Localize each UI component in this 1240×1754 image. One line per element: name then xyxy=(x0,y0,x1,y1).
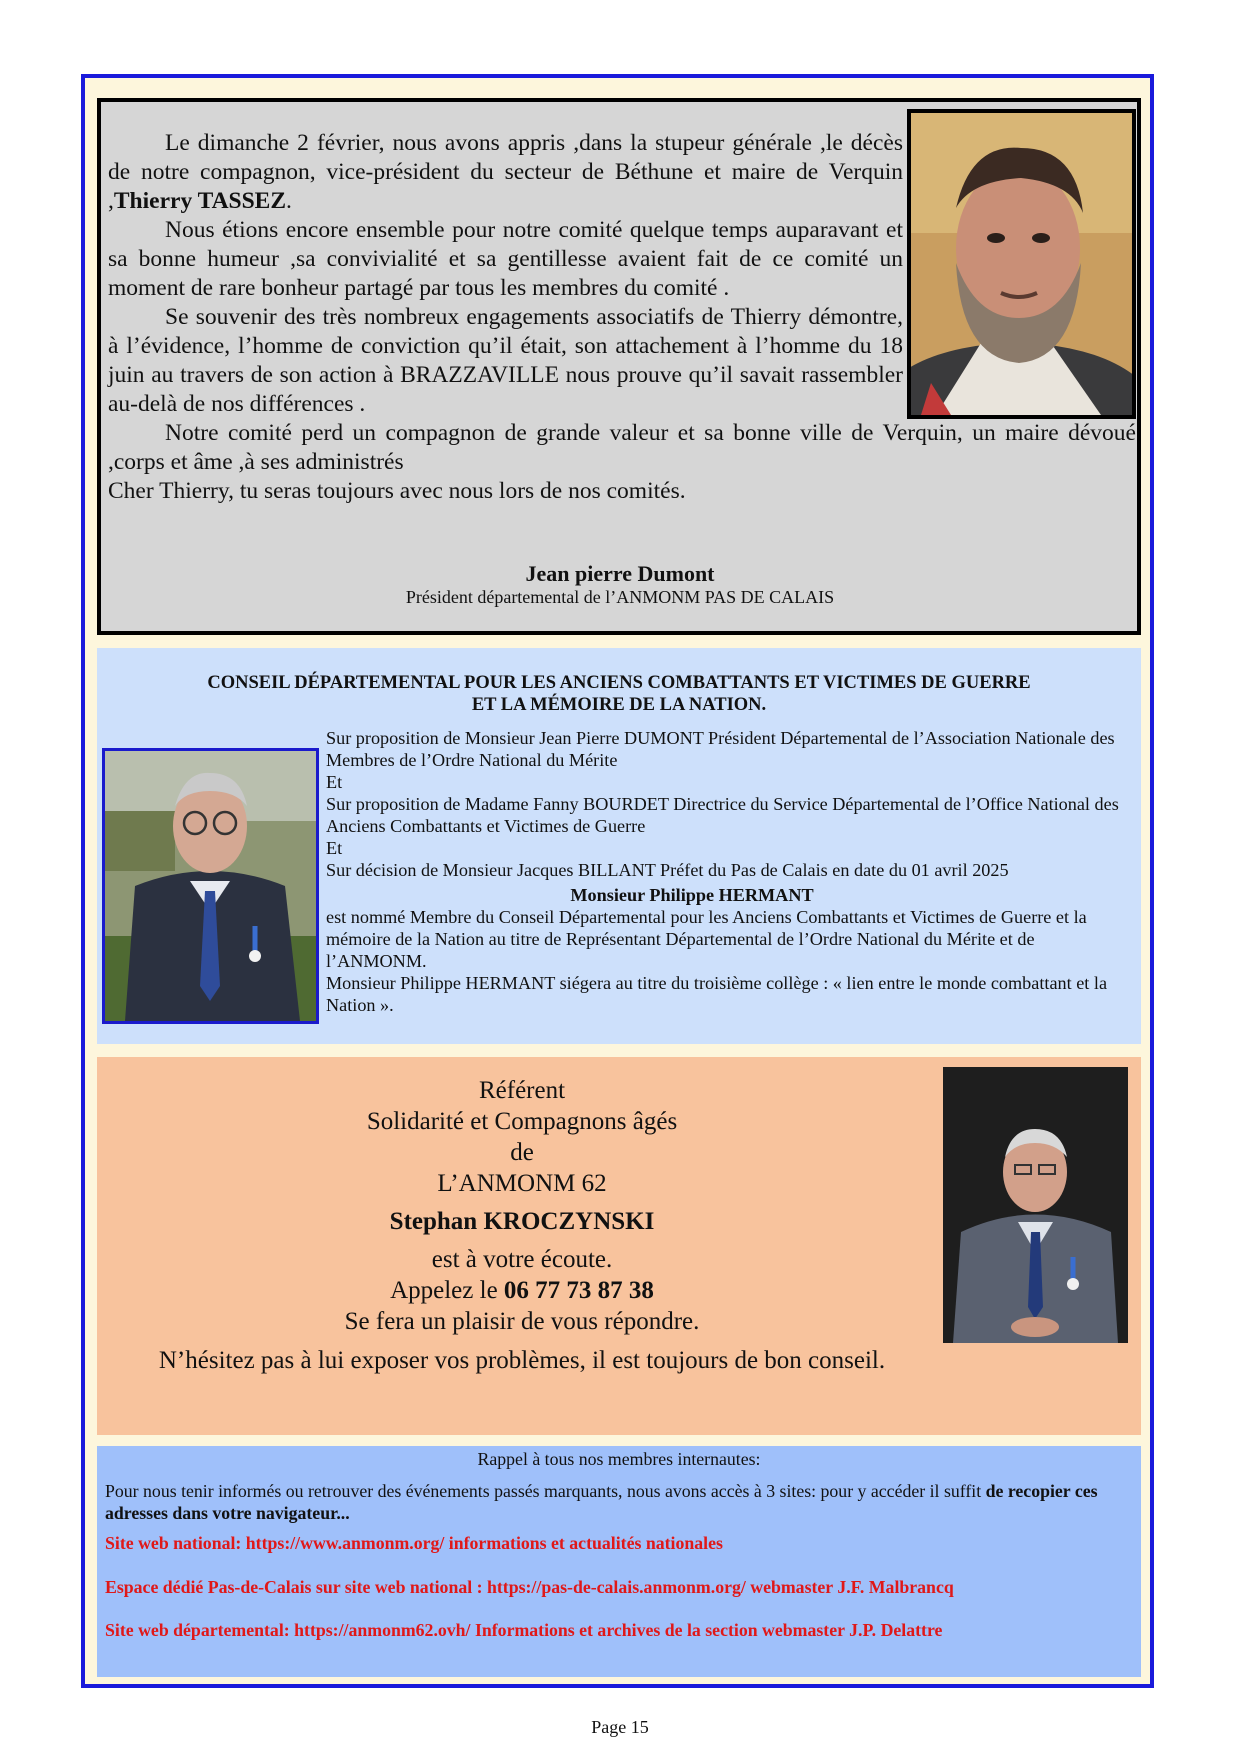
referent-de: de xyxy=(510,1139,534,1166)
council-decision: Sur décision de Monsieur Jacques BILLANT Préfet du Pas de Calais en date du 01 avril 2025 xyxy=(326,860,1009,880)
deceased-name: Thierry TASSEZ xyxy=(113,188,287,214)
tribute-paragraph-5: Cher Thierry, tu seras toujours avec nous lors de nos comités. xyxy=(108,478,686,504)
referent-call xyxy=(97,1275,947,1306)
page-number: Page 15 xyxy=(591,1717,649,1737)
referent-heading: Référent xyxy=(478,1077,566,1104)
council-title xyxy=(97,672,1141,716)
council-title-line-1: CONSEIL DÉPARTEMENTAL POUR LES ANCIENS COMBATTANTS ET VICTIMES DE GUERRE xyxy=(207,673,1031,693)
council-et-1: Et xyxy=(326,772,343,792)
portrait-photo-stephan-kroczynski xyxy=(943,1067,1128,1343)
tribute-paragraph-3: Se souvenir des très nombreux engagements associatifs de Thierry démontre, à l’évidence, l’homme de conviction qu’il était, son attachement à l’homme du 18 juin au travers de son action à BRAZZAVILLE nous prouve qu’il savait rassembler au-delà de nos différences . xyxy=(108,304,903,417)
reminder-intro-text: Pour nous tenir informés ou retrouver des événements passés marquants, nous avons accès à 3 sites: pour y accéder il suffit xyxy=(105,1481,986,1501)
referent-pleasure: Se fera un plaisir de vous répondre. xyxy=(344,1308,700,1335)
council-proposal-2: Sur proposition de Madame Fanny BOURDET Directrice du Service Départemental de l’Office National des Anciens Combattants et Victimes de Guerre xyxy=(326,794,1119,836)
signature-role: Président départemental de l’ANMONM PAS DE CALAIS xyxy=(405,587,835,607)
tribute-paragraph-1 xyxy=(108,129,903,216)
referent-name: Stephan KROCZYNSKI xyxy=(389,1208,655,1235)
tribute-paragraph-2: Nous étions encore ensemble pour notre comité quelque temps auparavant et sa bonne humeur ,sa convivialité et sa gentillesse avaient fait de ce comité un moment de rare bonheur partagé par tous les membres du comité . xyxy=(108,217,903,301)
reminder-intro-bold: de recopier ces adresses dans votre navigateur... xyxy=(105,1481,1098,1523)
council-college: Monsieur Philippe HERMANT siégera au titre du troisième collège : « lien entre le monde combattant et la Nation ». xyxy=(326,973,1108,1015)
council-nominee-name: Monsieur Philippe HERMANT xyxy=(570,885,814,905)
referent-org: L’ANMONM 62 xyxy=(437,1170,607,1197)
tribute-para1-text: Le dimanche 2 février, nous avons appris ,dans la stupeur générale ,le décès de notre compagnon, vice-président du secteur de Béthune et maire de Verquin , xyxy=(108,130,903,214)
tribute-para1-end: . xyxy=(286,188,292,214)
referent-text xyxy=(97,1075,947,1376)
referent-advice: N’hésitez pas à lui exposer vos problèmes, il est toujours de bon conseil. xyxy=(158,1347,886,1374)
referent-phone-number: 06 77 73 87 38 xyxy=(503,1277,654,1304)
reminder-intro xyxy=(105,1480,1140,1524)
council-et-2: Et xyxy=(326,838,343,858)
council-title-line-2: ET LA MÉMOIRE DE LA NATION. xyxy=(471,695,767,715)
link-pas-de-calais-space[interactable]: Espace dédié Pas-de-Calais sur site web national : https://pas-de-calais.anmonm.org/ webmaster J.F. Malbrancq xyxy=(105,1577,954,1597)
link-national-site[interactable]: Site web national: https://www.anmonm.org/ informations et actualités nationales xyxy=(105,1533,723,1553)
reminder-title: Rappel à tous nos membres internautes: xyxy=(477,1449,761,1469)
referent-call-prefix: Appelez le xyxy=(390,1277,504,1304)
referent-subheading: Solidarité et Compagnons âgés xyxy=(366,1108,678,1135)
referent-listening: est à votre écoute. xyxy=(431,1246,613,1273)
council-appointment: est nommé Membre du Conseil Départemental pour les Anciens Combattants et Victimes de Guerre et la mémoire de la Nation au titre de Représentant Départemental de l’Ordre National du Mérite et de l’ANMONM. xyxy=(326,907,1087,971)
tribute-text xyxy=(108,129,1136,506)
signature-name: Jean pierre Dumont xyxy=(525,561,715,586)
council-text xyxy=(326,727,1138,1016)
tribute-paragraph-4: Notre comité perd un compagnon de grande valeur et sa bonne ville de Verquin, un maire dévoué ,corps et âme ,à ses administrés xyxy=(108,420,1136,475)
link-departmental-site[interactable]: Site web départemental: https://anmonm62.ovh/ Informations et archives de la section webmaster J.P. Delattre xyxy=(105,1620,943,1640)
council-proposal-1: Sur proposition de Monsieur Jean Pierre DUMONT Président Départemental de l’Association Nationale des Membres de l’Ordre National du Mérite xyxy=(326,728,1115,770)
portrait-photo-philippe-hermant xyxy=(102,748,319,1024)
